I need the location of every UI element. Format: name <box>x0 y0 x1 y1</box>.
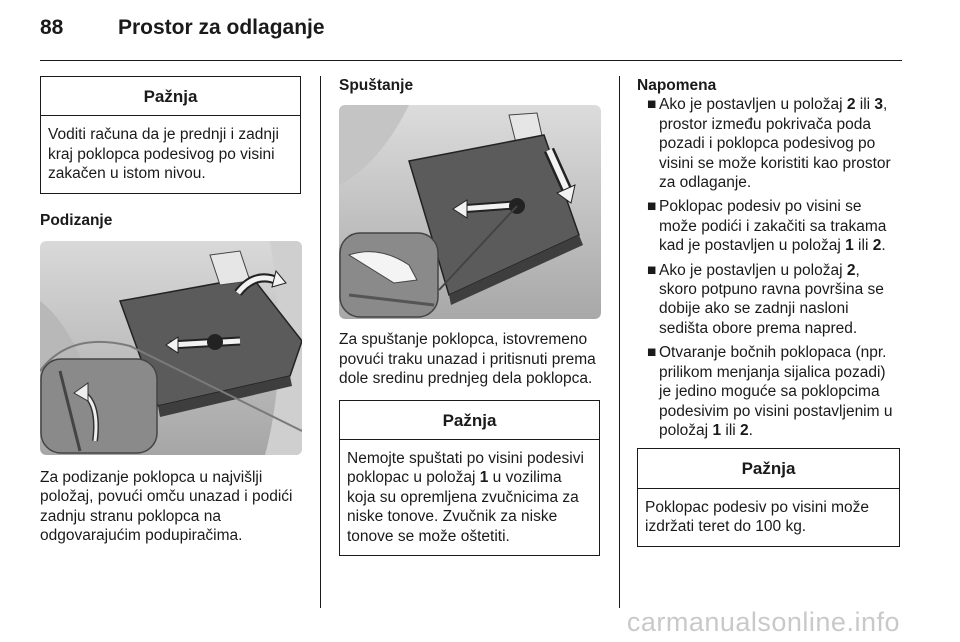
column-divider-1 <box>320 76 321 608</box>
caution-text: Poklopac podesiv po visini može izdržati teret do 100 kg. <box>645 498 870 536</box>
note-item: ■ Poklopac podesiv po visini se može podići i zakačiti sa trakama kad je postavljen u položaj 1 ili 2. <box>647 198 887 255</box>
caution-box-load <box>637 448 900 546</box>
raising-instructions: Za podizanje poklopca u najvišlji položaj, povući omču unazad i podići zadnju stranu poklopca na odgovarajućim podupiračima. <box>40 469 293 545</box>
raising-illustration <box>40 241 302 455</box>
column-1 <box>40 76 302 546</box>
note-item: ■ Ako je postavljen u položaj 2, skoro potpuno ravna površina se dobije ako se zadnji nasloni sedišta obore prema napred. <box>647 261 884 337</box>
column-3 <box>637 76 901 547</box>
note-item: ■ Otvaranje bočnih poklopaca (npr. prilikom menjanja sijalica pozadi) je jedino moguće sa poklopcima podesivim po visini postavljenim u položaj 1 ili 2. <box>647 344 893 439</box>
page-number: 88 <box>40 16 64 39</box>
caution-box-level <box>40 76 301 194</box>
caution-text: Voditi računa da je prednji i zadnji kraj poklopca podesivog po visini zakačen u istom nivou. <box>48 126 279 183</box>
section-heading-raising: Podizanje <box>40 211 113 229</box>
column-divider-2 <box>619 76 620 608</box>
page-title: Prostor za odlaganje <box>118 16 325 39</box>
caution-text: Nemojte spuštati po visini podesivi poklopac u položaj 1 u vozilima koja su opremljena zvučnicima za niske tonove. Zvučnik za niske tonove se može oštetiti. <box>347 450 584 545</box>
section-heading-lowering: Spuštanje <box>339 77 414 94</box>
caution-title: Pažnja <box>41 77 300 116</box>
caution-title: Pažnja <box>638 449 899 488</box>
caution-box-speaker <box>339 400 600 556</box>
lowering-instructions: Za spuštanje poklopca, istovremeno povući traku unazad i pritisnuti prema dole sredinu prednjeg dela poklopca. <box>339 331 596 388</box>
column-2 <box>339 76 601 556</box>
bullet-icon: ■ <box>647 198 657 216</box>
header-rule <box>40 60 902 61</box>
bullet-icon: ■ <box>647 96 657 114</box>
bullet-icon: ■ <box>647 344 657 362</box>
bullet-icon: ■ <box>647 261 657 279</box>
page-header <box>40 16 325 40</box>
note-list <box>637 95 901 440</box>
note-title: Napomena <box>637 77 717 94</box>
caution-title: Pažnja <box>340 401 599 440</box>
watermark: carmanualsonline.info <box>626 607 900 637</box>
lowering-illustration <box>339 105 601 319</box>
note-item: ■ Ako je postavljen u položaj 2 ili 3, prostor između pokrivača poda pozadi i poklopca podesivog po visini se može koristiti kao prostor za odlaganje. <box>647 96 891 192</box>
